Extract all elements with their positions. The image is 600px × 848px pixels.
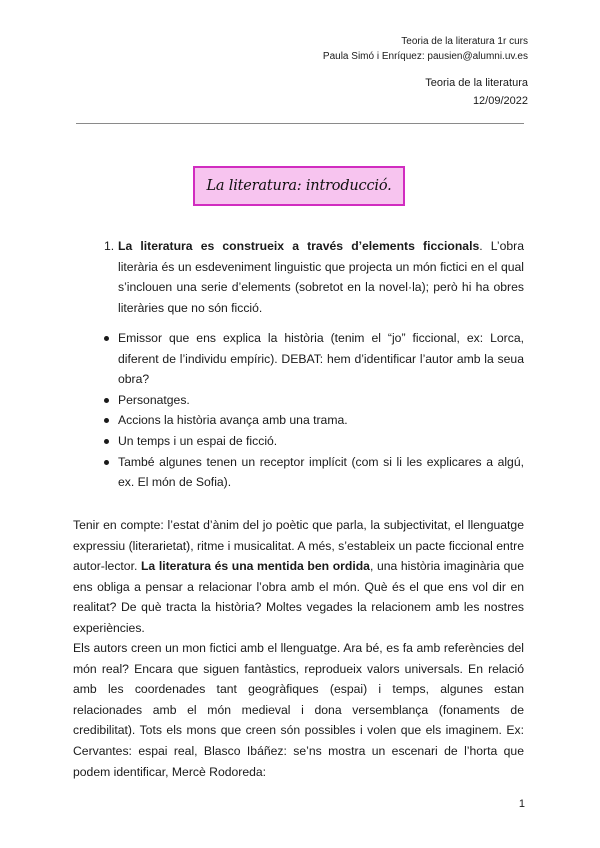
item-body-text: . L’obra literària és un esdeveniment linguistic que projecta un món fictici en el qual s’inclouen una serie d’elements (sobretot en la novel·la); però hi ha obres literàries que no són ficció. [118,239,524,315]
header-subject: Teoria de la literatura [425,77,528,89]
paragraph-1-bold: La literatura és una mentida ben ordida [140,559,370,574]
list-item [104,431,524,452]
paragraph-2: Els autors creen un mon fictici amb el llenguatge. Ara bé, es fa amb referències del món real? Encara que siguen fantàstics, reprodueix valors universals. En relació amb les coordenades tant geogràfiques (espai) i temps, algunes estan relacionades amb el món medieval i dona versemblança (fonaments de credibilitat). Tots els mons que creen són possibles i volen que els imaginem. Ex: Cervantes: espai real, Blasco Ibáñez: se’ns mostra un escenari de l’horta que podem identificar, Mercè Rodoreda: [73,641,524,779]
list-item-text: Emissor que ens explica la història (tenim el “jo” ficcional, ex: Lorca, diferent de l’individu empíric). DEBAT: hem d’identificar l’autor amb la seua obra? [118,331,524,387]
list-item-text: Un temps i un espai de ficció. [118,433,278,448]
title-box [193,166,405,206]
header-author: Paula Simó i Enríquez: pausien@alumni.uv.es [322,51,528,62]
list-item-text: Personatges. [118,392,190,407]
list-item-text: Accions la història avança amb una trama. [118,413,348,428]
list-item [104,328,524,390]
header-date: 12/09/2022 [472,95,528,107]
header-subject-block [425,74,528,110]
bullet-list [104,328,524,493]
bullet-icon [104,460,109,465]
bullet-icon [104,418,109,423]
paragraph-1-part2: , una història imaginària que ens obliga a pensar a relacionar l’obra amb el món. Què és el que ens vol dir en realitat? De què tracta la història? Moltes vegades la relacionem amb les nostres experiències. [73,559,524,635]
list-item-text: També algunes tenen un receptor implícit (com si li les explicares a algú, ex. El món de Sofia). [118,454,524,490]
bullet-icon [104,336,109,341]
page-header [323,34,528,64]
list-item [104,390,524,411]
paragraph-1-part1: Tenir en compte: l’estat d’ànim del jo poètic que parla, la subjectivitat, el llenguatge expressiu (literarietat), ritme i musicalitat. A més, s’estableix un pacte ficcional entre autor-lector. [73,518,524,574]
item-bold-text: La literatura es construeix a través d’elements ficcionals [118,239,480,253]
bullet-icon [104,398,109,403]
item-number: 1. [104,239,115,253]
page-title: La literatura: introducció. [206,178,392,194]
header-divider [76,123,524,124]
paragraph-1 [73,515,524,639]
numbered-item [104,236,524,318]
item-text [118,236,524,318]
bullet-icon [104,439,109,444]
list-item [104,410,524,431]
list-item [104,452,524,493]
header-course: Teoria de la literatura 1r curs [401,36,528,47]
page-number: 1 [518,798,525,810]
